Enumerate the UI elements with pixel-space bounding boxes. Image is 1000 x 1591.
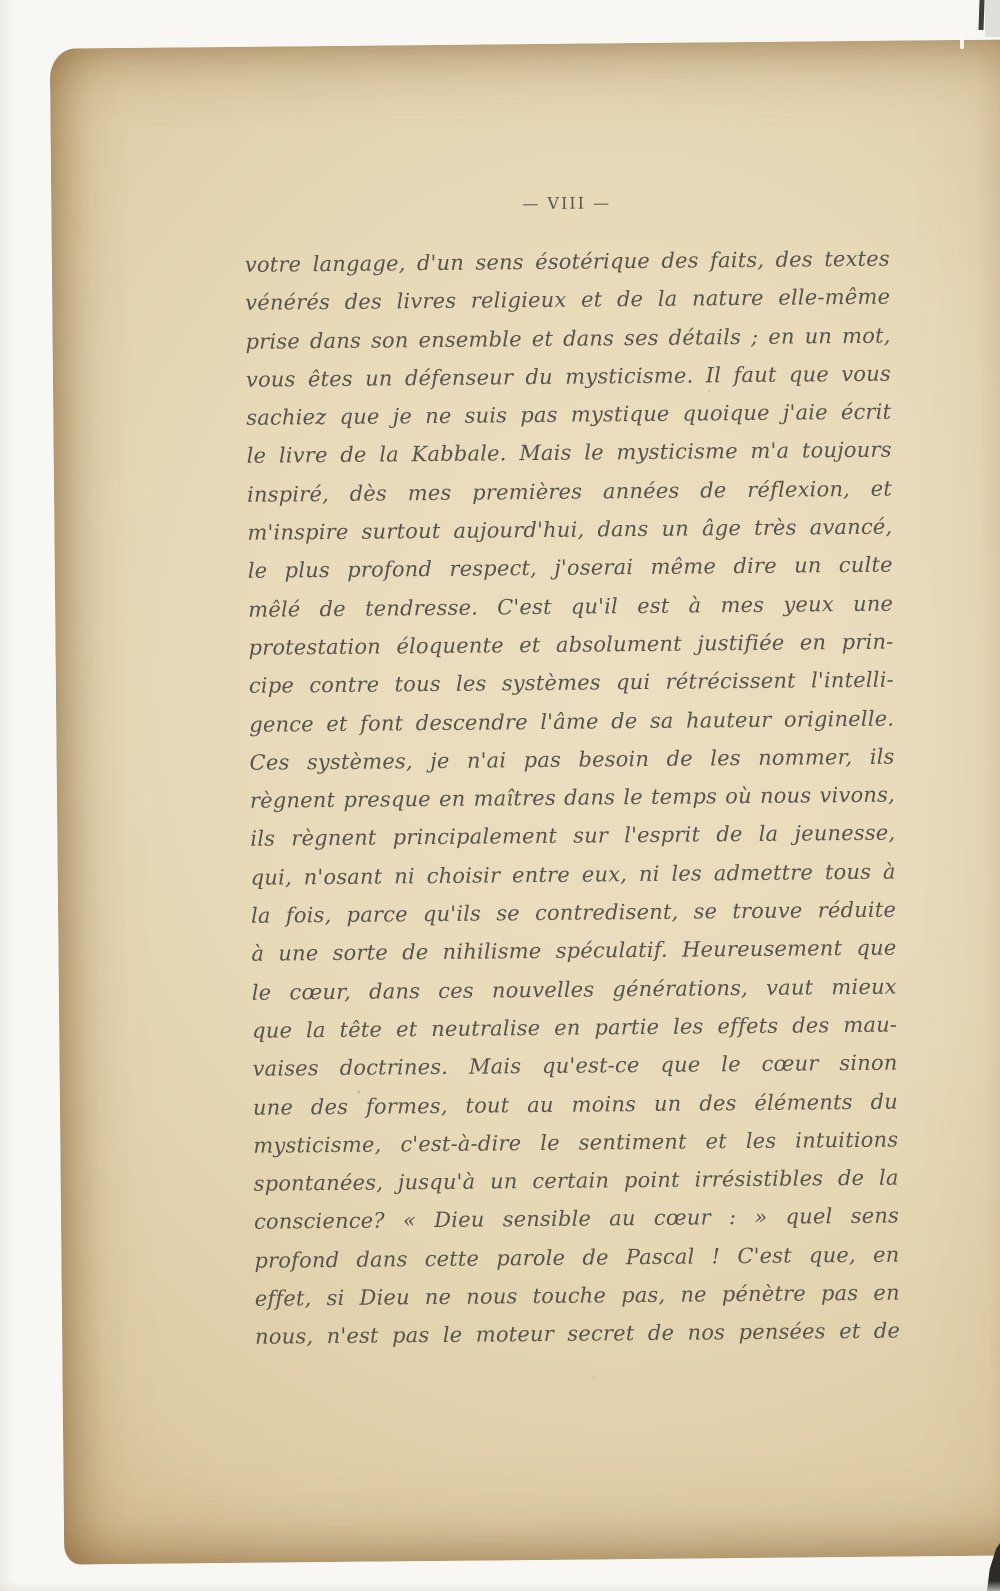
text-line: gence et font descendre l'âme de sa hauteur originelle. (249, 706, 895, 737)
text-line: Ces systèmes, je n'ai pas besoin de les nommer, ils (249, 744, 895, 775)
text-line: votre langage, d'un sens ésotérique des faits, des textes (244, 246, 890, 277)
text-line: conscience? « Dieu sensible au cœur : » quel sens (253, 1203, 900, 1235)
text-line: cipe contre tous les systèmes qui rétrécissent l'intelli- (248, 667, 894, 699)
text-line: une des formes, tout au moins un des éléments du (252, 1089, 899, 1120)
text-line: prise dans son ensemble et dans ses détails ; en un mot, (245, 323, 891, 354)
text-line: mysticisme, c'est-à-dire le sentiment et les intuitions (253, 1127, 899, 1158)
text-line: nous, n'est pas le moteur secret de nos pensées et de (255, 1318, 901, 1350)
text-line: le cœur, dans ces nouvelles générations, vaut mieux (251, 974, 897, 1005)
text-line: règnent presque en maîtres dans le temps où nous vivons, (249, 782, 896, 813)
text-line: spontanées, jusqu'à un certain point irrésistibles de la (253, 1165, 899, 1196)
text-line: la fois, parce qu'ils se contredisent, se trouve réduite (250, 897, 897, 928)
page-text-block (245, 240, 901, 1357)
text-line: qui, n'osant ni choisir entre eux, ni les admettre tous à (250, 859, 896, 890)
paper-tear-mark (960, 34, 964, 49)
text-line: le plus profond respect, j'oserai même dire un culte (247, 552, 893, 584)
text-line: à une sorte de nihilisme spéculatif. Heureusement que (251, 935, 897, 967)
text-line: protestation éloquente et absolument justifiée en prin- (248, 629, 894, 660)
text-line: vaises doctrines. Mais qu'est-ce que le cœur sinon (252, 1050, 898, 1082)
text-line: ils règnent principalement sur l'esprit de la jeunesse, (250, 821, 896, 852)
text-line: mêlé de tendresse. C'est qu'il est à mes yeux une (248, 591, 894, 622)
text-line: le livre de la Kabbale. Mais le mysticisme m'a toujours (246, 438, 892, 469)
text-line: vénérés des livres religieux et de la nature elle-même (245, 284, 891, 316)
neighbor-page-edge-line (978, 0, 984, 30)
scanner-streak (0, 0, 14, 1591)
text-line: vous êtes un défenseur du mysticisme. Il faut que vous (245, 361, 892, 392)
text-line: effet, si Dieu ne nous touche pas, ne pénètre pas en (254, 1280, 900, 1311)
text-line: que la tête et neutralise en partie les effets des mau- (252, 1012, 898, 1043)
neighbor-page-edge (985, 0, 1000, 37)
text-line: m'inspire surtout aujourd'hui, dans un âge très avancé, (247, 514, 893, 545)
text-line: profond dans cette parole de Pascal ! C'est que, en (254, 1242, 900, 1273)
text-line: sachiez que je ne suis pas mystique quoique j'aie écrit (246, 399, 892, 430)
book-page (50, 39, 1000, 1564)
scanbed-shadow (0, 1581, 1000, 1591)
text-line: inspiré, dès mes premières années de réflexion, et (246, 476, 893, 507)
page-number: — VIII — (522, 193, 612, 214)
